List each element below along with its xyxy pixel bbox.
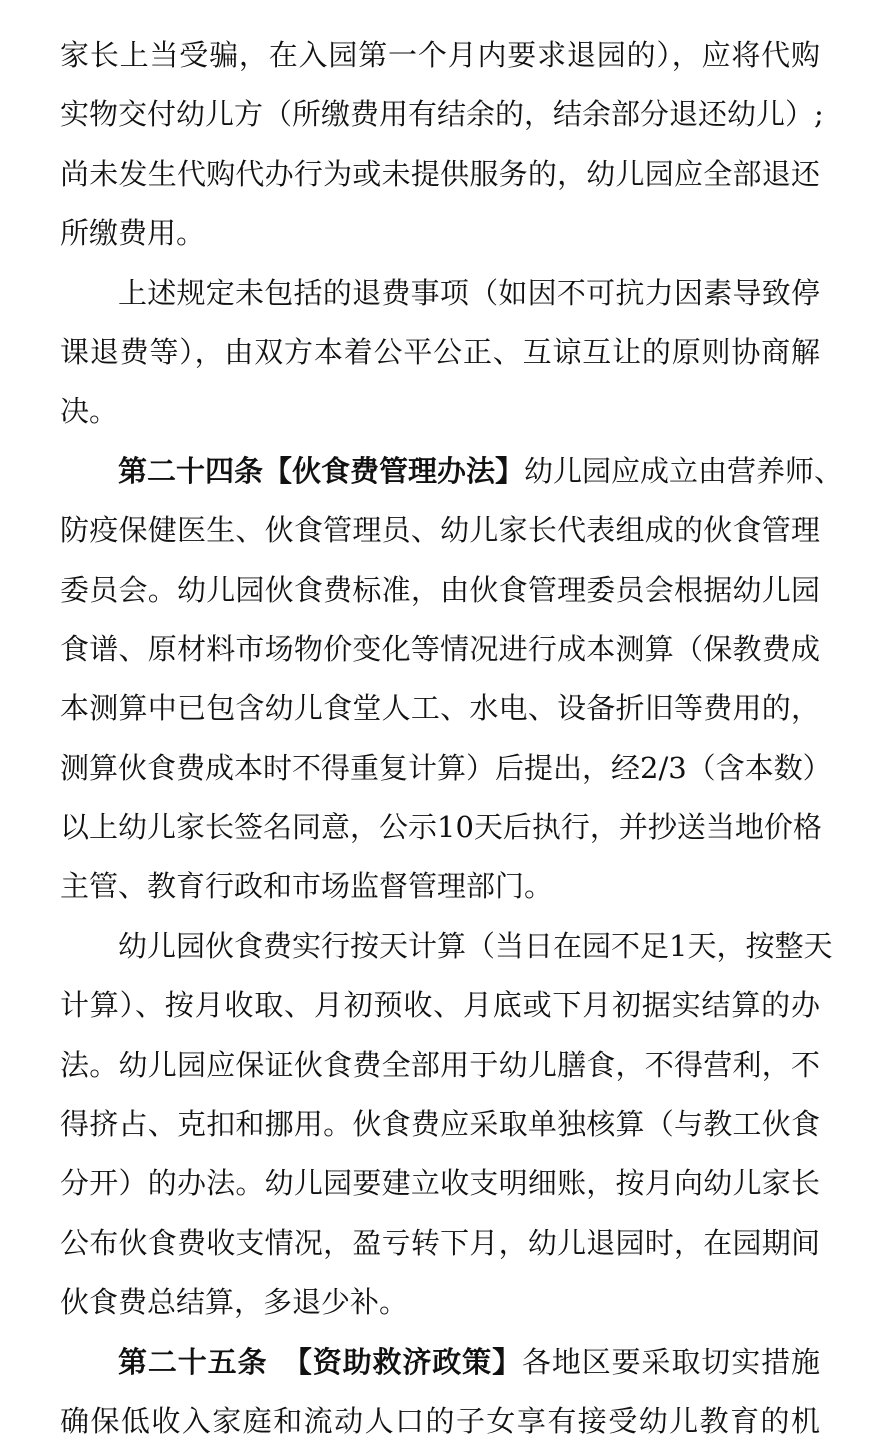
- text-line: 公布伙食费收支情况，盈亏转下月，幼儿退园时，在园期间: [60, 1225, 820, 1260]
- text-line: 决。: [60, 394, 119, 429]
- text-line: 以上幼儿家长签名同意，公示10天后执行，并抄送当地价格: [60, 810, 822, 845]
- text-line: 委员会。幼儿园伙食费标准，由伙食管理委员会根据幼儿园: [60, 572, 820, 607]
- document-page: [60, 26, 844, 1451]
- text-line: 课退费等），由双方本着公平公正、互谅互让的原则协商解: [60, 334, 820, 369]
- article-24: [60, 442, 844, 917]
- text-line: [60, 1333, 820, 1392]
- paragraph-other-refunds: [60, 264, 820, 442]
- text-line: 法。幼儿园应保证伙食费全部用于幼儿膳食，不得营利，不: [60, 1047, 820, 1082]
- text-line: 计算）、按月收取、月初预收、月底或下月初据实结算的办: [60, 988, 820, 1023]
- article-heading: 第二十四条【伙食费管理办法】: [118, 453, 525, 488]
- text-line: 家长上当受骗，在入园第一个月内要求退园的），应将代购: [60, 38, 820, 72]
- text-line: 食谱、原材料市场物价变化等情况进行成本测算（保教费成: [60, 631, 820, 666]
- text-line: 伙食费总结算，多退少补。: [60, 1285, 409, 1320]
- text-line: 本测算中已包含幼儿食堂人工、水电、设备折旧等费用的，: [60, 691, 820, 726]
- article-text: 各地区要采取切实措施: [521, 1344, 820, 1379]
- text-line: 上述规定未包括的退费事项（如因不可抗力因素导致停: [118, 275, 820, 310]
- text-line: 尚未发生代购代办行为或未提供服务的，幼儿园应全部退还: [60, 156, 820, 191]
- paragraph-refund-continuation: [60, 26, 824, 264]
- text-line: 实物交付幼儿方（所缴费用有结余的，结余部分退还幼儿）;: [60, 97, 824, 132]
- text-line: 确保低收入家庭和流动人口的子女享有接受幼儿教育的机: [60, 1403, 820, 1438]
- paragraph-food-fee-calculation: [60, 917, 833, 1333]
- text-line: 所缴费用。: [60, 216, 206, 251]
- article-text: 幼儿园应成立由营养师、: [524, 453, 844, 488]
- text-line: 幼儿园伙食费实行按天计算（当日在园不足1天，按整天: [118, 928, 833, 963]
- article-heading: 第二十五条 【资助救济政策】: [118, 1344, 522, 1379]
- text-line: [60, 442, 844, 501]
- text-line: 分开）的办法。幼儿园要建立收支明细账，按月向幼儿家长: [60, 1166, 820, 1201]
- text-line: 得挤占、克扣和挪用。伙食费应采取单独核算（与教工伙食: [60, 1107, 820, 1142]
- article-25: [60, 1333, 820, 1451]
- text-line: 测算伙食费成本时不得重复计算）后提出，经2/3（含本数）: [60, 750, 832, 785]
- text-line: 主管、教育行政和市场监督管理部门。: [60, 869, 554, 904]
- text-line: 防疫保健医生、伙食管理员、幼儿家长代表组成的伙食管理: [60, 513, 820, 548]
